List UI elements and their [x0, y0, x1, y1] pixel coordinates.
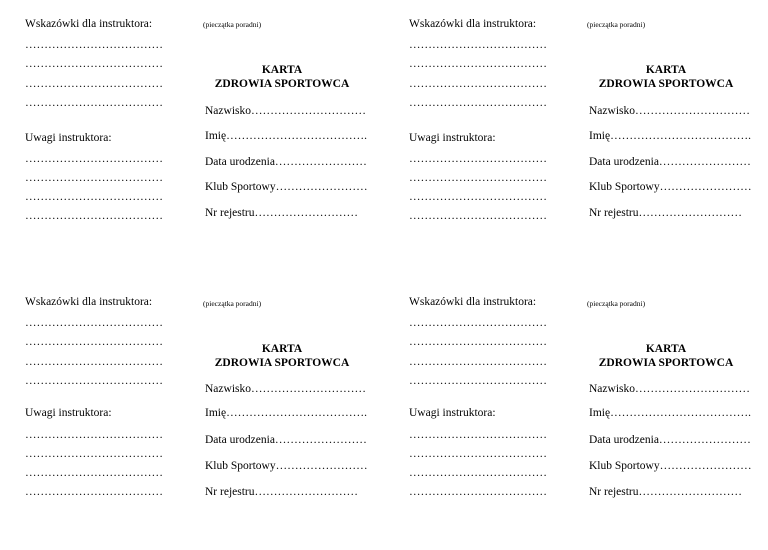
- sports-club-field: Klub Sportowy……………………: [205, 460, 368, 472]
- remarks-line-2: ………………………………: [409, 172, 547, 184]
- instructor-remarks-heading: Uwagi instruktora:: [409, 407, 496, 419]
- notes-line-4: ………………………………: [25, 97, 163, 109]
- register-number-field: Nr rejestru………………………: [205, 207, 358, 219]
- register-number-field: Nr rejestru………………………: [589, 486, 742, 498]
- notes-line-1: ………………………………: [25, 39, 163, 51]
- instructor-notes-heading: Wskazówki dla instruktora:: [25, 18, 153, 30]
- birth-date-field: Data urodzenia……………………: [205, 156, 367, 168]
- stamp-label: (pieczątka poradni): [587, 299, 646, 308]
- sports-club-field: Klub Sportowy……………………: [589, 460, 752, 472]
- remarks-line-3: ………………………………: [409, 467, 547, 479]
- remarks-line-4: ………………………………: [409, 486, 547, 498]
- instructor-remarks-heading: Uwagi instruktora:: [25, 407, 112, 419]
- remarks-line-1: ………………………………: [25, 153, 163, 165]
- instructor-notes-heading: Wskazówki dla instruktora:: [409, 296, 537, 308]
- notes-line-1: ………………………………: [409, 317, 547, 329]
- card-title-line-1: KARTA: [261, 343, 303, 355]
- register-number-field: Nr rejestru………………………: [589, 207, 742, 219]
- card-title: [581, 63, 751, 91]
- health-card-bottom-right: [384, 280, 768, 550]
- instructor-notes-heading: Wskazówki dla instruktora:: [25, 296, 153, 308]
- notes-line-1: ………………………………: [409, 39, 547, 51]
- sports-club-field: Klub Sportowy……………………: [205, 181, 368, 193]
- instructor-notes-heading: Wskazówki dla instruktora:: [409, 18, 537, 30]
- notes-line-4: ………………………………: [409, 97, 547, 109]
- card-title: [197, 342, 367, 370]
- first-name-field: Imię……………………………….: [589, 130, 751, 142]
- surname-field: Nazwisko…………………………: [205, 105, 366, 117]
- notes-line-3: ………………………………: [25, 78, 163, 90]
- card-title-line-1: KARTA: [261, 64, 303, 76]
- remarks-line-4: ………………………………: [409, 210, 547, 222]
- remarks-line-1: ………………………………: [25, 429, 163, 441]
- health-card-top-left: [0, 0, 384, 270]
- card-title-line-2: ZDROWIA SPORTOWCA: [598, 78, 734, 90]
- stamp-label: (pieczątka poradni): [587, 20, 646, 29]
- remarks-line-3: ………………………………: [25, 191, 163, 203]
- card-title-line-1: KARTA: [645, 64, 687, 76]
- sports-club-field: Klub Sportowy……………………: [589, 181, 752, 193]
- instructor-remarks-heading: Uwagi instruktora:: [25, 132, 112, 144]
- remarks-line-1: ………………………………: [409, 153, 547, 165]
- stamp-label: (pieczątka poradni): [203, 299, 262, 308]
- notes-line-2: ………………………………: [409, 336, 547, 348]
- health-card-bottom-left: [0, 280, 384, 550]
- register-number-field: Nr rejestru………………………: [205, 486, 358, 498]
- card-title-line-2: ZDROWIA SPORTOWCA: [598, 357, 734, 369]
- surname-field: Nazwisko…………………………: [589, 383, 750, 395]
- card-title-line-2: ZDROWIA SPORTOWCA: [214, 357, 350, 369]
- notes-line-2: ………………………………: [409, 58, 547, 70]
- notes-line-2: ………………………………: [25, 336, 163, 348]
- notes-line-1: ………………………………: [25, 317, 163, 329]
- card-title: [581, 342, 751, 370]
- notes-line-2: ………………………………: [25, 58, 163, 70]
- notes-line-3: ………………………………: [409, 78, 547, 90]
- remarks-line-2: ………………………………: [25, 172, 163, 184]
- health-card-top-right: [384, 0, 768, 270]
- remarks-line-1: ………………………………: [409, 429, 547, 441]
- notes-line-4: ………………………………: [409, 375, 547, 387]
- remarks-line-2: ………………………………: [25, 448, 163, 460]
- stamp-label: (pieczątka poradni): [203, 20, 262, 29]
- remarks-line-2: ………………………………: [409, 448, 547, 460]
- instructor-remarks-heading: Uwagi instruktora:: [409, 132, 496, 144]
- first-name-field: Imię……………………………….: [205, 130, 367, 142]
- birth-date-field: Data urodzenia……………………: [589, 434, 751, 446]
- notes-line-3: ………………………………: [25, 356, 163, 368]
- birth-date-field: Data urodzenia……………………: [205, 434, 367, 446]
- card-title: [197, 63, 367, 91]
- remarks-line-4: ………………………………: [25, 210, 163, 222]
- notes-line-4: ………………………………: [25, 375, 163, 387]
- birth-date-field: Data urodzenia……………………: [589, 156, 751, 168]
- card-title-line-1: KARTA: [645, 343, 687, 355]
- remarks-line-3: ………………………………: [409, 191, 547, 203]
- remarks-line-4: ………………………………: [25, 486, 163, 498]
- surname-field: Nazwisko…………………………: [205, 383, 366, 395]
- first-name-field: Imię……………………………….: [205, 407, 367, 419]
- first-name-field: Imię……………………………….: [589, 407, 751, 419]
- remarks-line-3: ………………………………: [25, 467, 163, 479]
- card-title-line-2: ZDROWIA SPORTOWCA: [214, 78, 350, 90]
- surname-field: Nazwisko…………………………: [589, 105, 750, 117]
- notes-line-3: ………………………………: [409, 356, 547, 368]
